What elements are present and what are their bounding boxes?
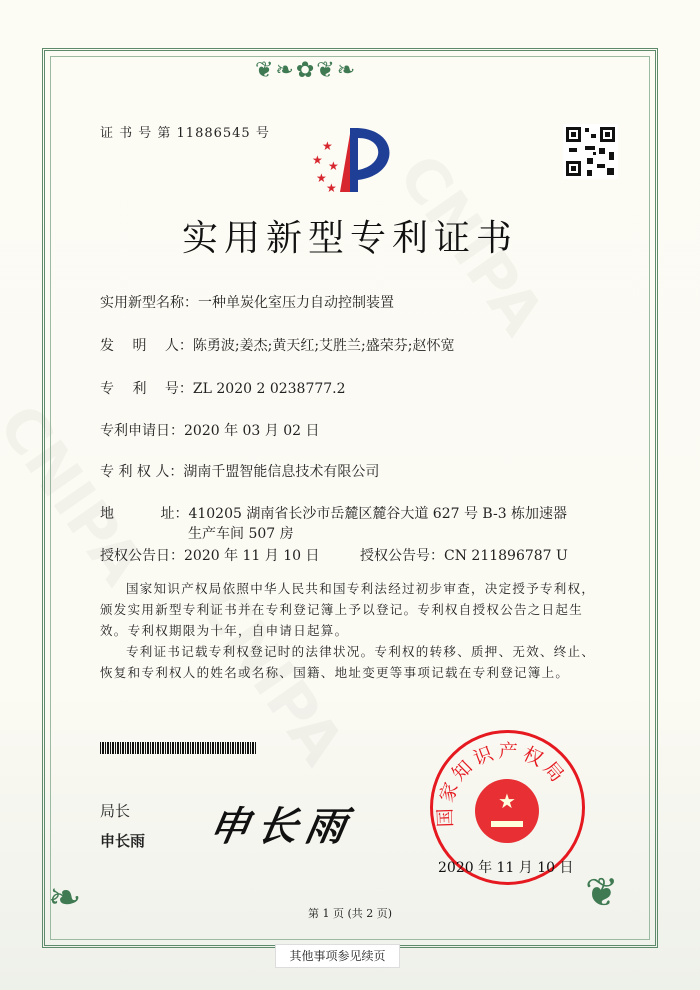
field-label: 授权公告日： (100, 548, 184, 564)
svg-text:★: ★ (498, 789, 516, 813)
seal-date: 2020 年 11 月 10 日 (438, 860, 574, 876)
director-title: 局长 (100, 802, 131, 820)
statement-paragraph: 专利证书记载专利权登记时的法律状况。专利权的转移、质押、无效、终止、恢复和专利权人的姓名或名称、国籍、地址变更等事项记载在专利登记簿上。 (100, 644, 596, 680)
svg-text:★: ★ (326, 181, 337, 195)
director-signature: 申长雨 (205, 803, 358, 850)
field-label: 地 址： (100, 506, 189, 522)
ornament-top-icon: ❦❧✿❦❧ (255, 58, 358, 83)
application-date: 2020 年 03 月 02 日 (184, 423, 320, 439)
seal-text: 国家知识产权局 (434, 740, 571, 828)
grant-number: CN 211896787 U (444, 548, 568, 564)
statement-paragraph: 国家知识产权局依照中华人民共和国专利法经过初步审查，决定授予专利权，颁发实用新型专利证书并在专利登记簿上予以登记。专利权自授权公告之日起生效。专利权期限为十年，自申请日起算。 (100, 581, 596, 638)
page-info: 第 1 页 (共 2 页) (307, 907, 393, 920)
certificate-number: 证 书 号 第 11886545 号 (100, 126, 270, 141)
svg-text:★: ★ (322, 139, 333, 153)
address: 410205 湖南省长沙市岳麓区麓谷大道 627 号 B-3 栋加速器 (188, 506, 568, 522)
ornament-corner-icon: ❦ (585, 870, 619, 916)
inventors: 陈勇波;姜杰;黄天红;艾胜兰;盛荣芬;赵怀宽 (192, 338, 455, 354)
svg-text:★: ★ (316, 171, 327, 185)
field-label: 专 利 号： (100, 381, 193, 397)
svg-text:★: ★ (312, 153, 323, 167)
field-label: 授权公告号： (360, 548, 444, 564)
field-label: 实用新型名称： (100, 295, 198, 311)
field-label: 专 利 权 人： (100, 464, 184, 480)
field-label: 专利申请日： (100, 423, 184, 439)
svg-text:★: ★ (328, 159, 339, 173)
utility-model-name: 一种单炭化室压力自动控制装置 (198, 295, 394, 311)
barcode (100, 742, 256, 754)
page-title: 实用新型专利证书 (181, 218, 518, 259)
grant-date: 2020 年 11 月 10 日 (184, 548, 320, 564)
cnipa-logo-icon (300, 120, 410, 200)
address-line-2: 生产车间 507 房 (188, 526, 294, 542)
patent-number: ZL 2020 2 0238777.2 (192, 381, 346, 397)
director-name: 申长雨 (100, 832, 146, 850)
qr-code-icon (563, 124, 618, 179)
field-label: 发 明 人： (100, 338, 193, 354)
patentee: 湖南千盟智能信息技术有限公司 (183, 464, 380, 480)
continued-note: 其他事项参见续页 (275, 944, 400, 968)
ornament-corner-icon: ❧ (48, 875, 82, 921)
